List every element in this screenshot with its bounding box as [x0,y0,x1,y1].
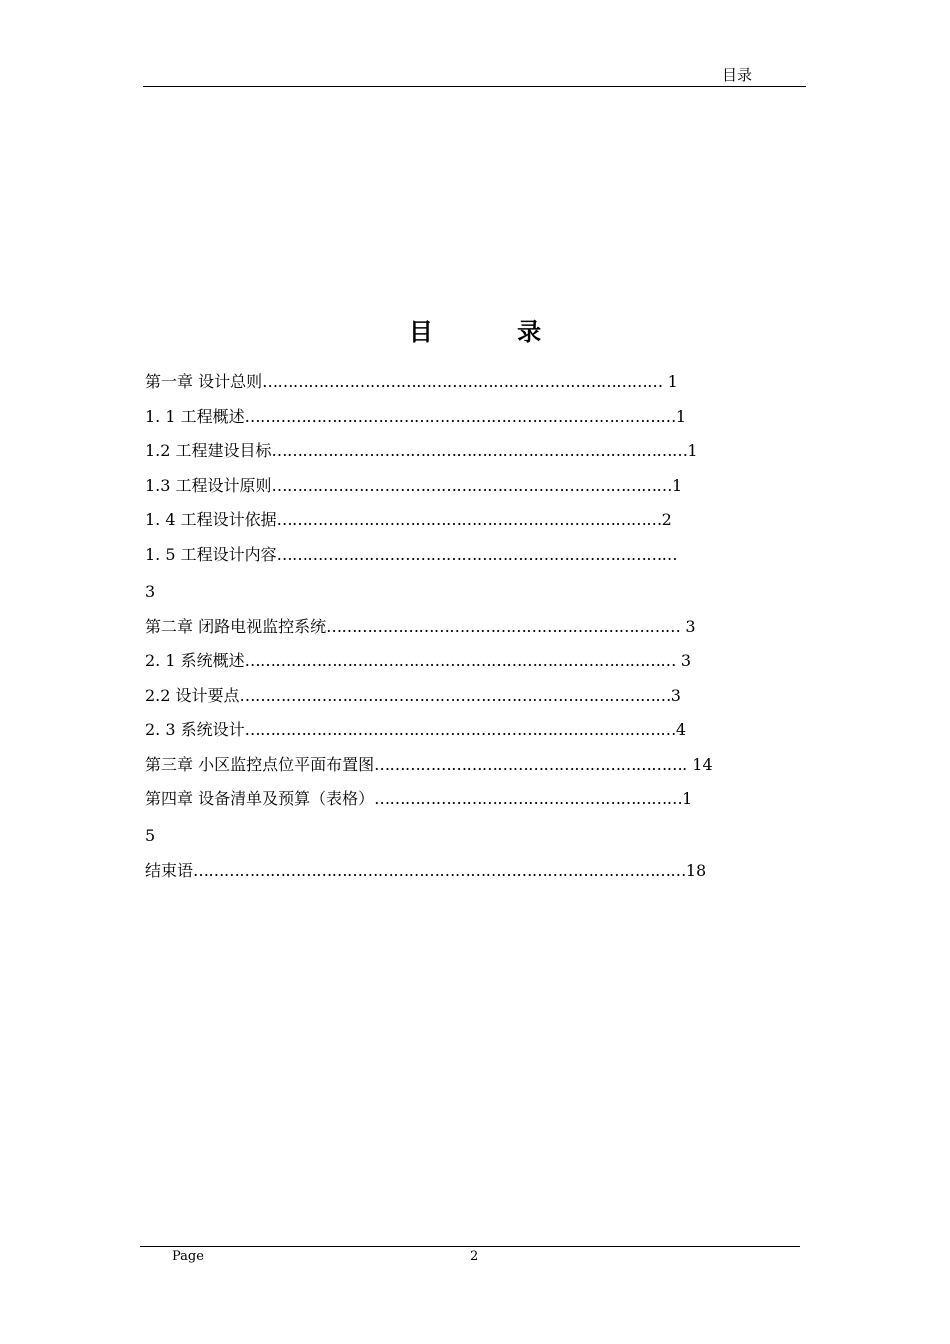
footer-page-number: 2 [470,1249,479,1264]
toc-leader-dots: ……………………………………………………………………… [271,441,688,460]
toc-entry[interactable] [145,860,800,882]
toc-entry[interactable] [145,440,795,462]
toc-page-number: 18 [685,861,707,880]
toc-entry[interactable] [145,650,802,672]
toc-leader-dots: …………………………………………………………………………………… [193,861,686,880]
toc-entry[interactable] [145,719,797,741]
toc-entry[interactable] [145,788,810,810]
footer-rule [140,1246,800,1247]
header-rule [143,86,806,87]
toc-leader-dots: ………………………………………………………………………… [244,720,676,739]
toc-leader-dots: ………………………………………………………………… [276,510,662,529]
toc-entry-label: 5 [145,826,156,845]
toc-entry-label: 1. 1 工程概述 [145,407,245,426]
toc-entry-label: 2. 1 系统概述 [145,651,245,670]
toc-entry[interactable] [145,754,800,776]
toc-entry-label: 2. 3 系统设计 [145,720,245,739]
toc-leader-dots: …………………………………………………………………… [276,545,678,564]
toc-page-number: 1 [675,407,687,426]
toc-leader-dots: …………………………………………………… [374,755,683,774]
toc-title: 目 录 [408,317,580,346]
toc-entry[interactable] [145,544,807,566]
toc-entry-label: 1.3 工程设计原则 [145,476,272,495]
toc-entry-label: 第四章 设备清单及预算（表格） [145,789,375,808]
toc-page-number: 3 [670,686,681,705]
toc-entry-continuation [145,825,807,847]
toc-entry-label: 1.2 工程建设目标 [145,441,272,460]
toc-entry[interactable] [145,371,800,393]
toc-leader-dots: ………………………………………………………………………… [239,686,671,705]
toc-page-number: 3 [680,617,696,636]
toc-page-number: 1 [682,789,693,808]
toc-leader-dots: …………………………………………………… [374,789,683,808]
toc-entry[interactable] [145,406,795,428]
toc-page-number: 2 [661,510,672,529]
toc-entry[interactable] [145,509,795,531]
toc-entry[interactable] [145,616,802,638]
toc-entry-label: 1. 5 工程设计内容 [145,545,277,564]
running-header: 目录 [722,66,753,84]
toc-page-number: 1 [671,476,683,495]
toc-entry-continuation [145,581,807,603]
footer-page-label: Page [172,1249,204,1264]
toc-entry-label: 2.2 设计要点 [145,686,240,705]
toc-page-number: 1 [687,441,698,460]
toc-entry[interactable] [145,475,785,497]
toc-page-number: . 14 [682,755,713,774]
toc-entry-label: 3 [145,582,156,601]
toc-entry-label: 第一章 设计总则 [145,372,263,391]
toc-entry-label: 第三章 小区监控点位平面布置图 [145,755,375,774]
toc-leader-dots: …………………………………………………………… [326,617,681,636]
toc-page-number: 4 [675,720,687,739]
toc-leader-dots: …………………………………………………………………… [271,476,672,495]
toc-leader-dots: …………………………………………………………………… [262,372,663,391]
toc-entry-label: 第二章 闭路电视监控系统 [145,617,327,636]
toc-entry-label: 结束语 [145,861,194,880]
toc-leader-dots: ………………………………………………………………………… [244,651,676,670]
toc-leader-dots: ………………………………………………………………………… [244,407,676,426]
toc-page-number: 1 [662,372,678,391]
toc-entry-label: 1. 4 工程设计依据 [145,510,277,529]
toc-entry[interactable] [145,685,787,707]
toc-page-number: 3 [675,651,692,670]
